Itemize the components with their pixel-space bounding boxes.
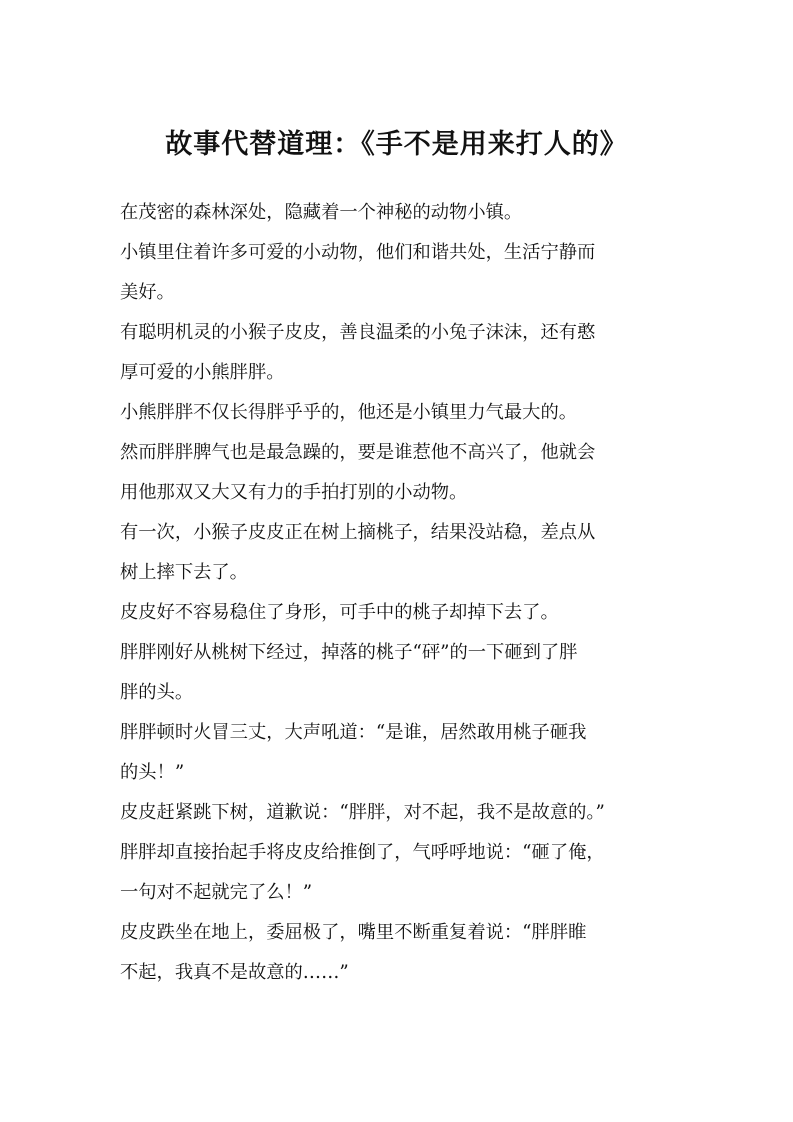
text-line: 皮皮赶紧跳下树，道歉说：“胖胖，对不起，我不是故意的。” <box>120 802 605 823</box>
text-line: 然而胖胖脾气也是最急躁的，要是谁惹他不高兴了，他就会 <box>120 442 596 463</box>
text-line: 树上摔下去了。 <box>120 562 248 583</box>
text-line: 在茂密的森林深处，隐藏着一个神秘的动物小镇。 <box>120 202 523 223</box>
text-line: 胖胖刚好从桃树下经过，掉落的桃子“砰”的一下砸到了胖 <box>120 642 578 663</box>
text-line: 小镇里住着许多可爱的小动物，他们和谐共处，生活宁静而 <box>120 242 596 263</box>
text-line: 皮皮跌坐在地上，委屈极了，嘴里不断重复着说：“胖胖睢 <box>120 922 587 943</box>
text-line: 用他那双又大又有力的手拍打别的小动物。 <box>120 482 468 503</box>
text-line: 胖胖却直接抬起手将皮皮给推倒了，气呼呼地说：“砸了俺， <box>120 842 605 863</box>
text-line: 厚可爱的小熊胖胖。 <box>120 362 285 383</box>
text-line: 有一次，小猴子皮皮正在树上摘桃子，结果没站稳，差点从 <box>120 522 596 543</box>
text-line: 一句对不起就完了么！” <box>120 882 313 903</box>
text-line: 胖的头。 <box>120 682 194 703</box>
text-line: 的头！” <box>120 762 185 783</box>
text-line: 皮皮好不容易稳住了身形，可手中的桃子却掉下去了。 <box>120 602 559 623</box>
text-line: 有聪明机灵的小猴子皮皮，善良温柔的小兔子沫沫，还有憨 <box>120 322 596 343</box>
text-line: 不起，我真不是故意的……” <box>120 962 349 983</box>
text-line: 小熊胖胖不仅长得胖乎乎的，他还是小镇里力气最大的。 <box>120 402 578 423</box>
text-line: 胖胖顿时火冒三丈，大声吼道：“是谁，居然敢用桃子砸我 <box>120 722 587 743</box>
document-body <box>120 193 680 993</box>
document-title: 故事代替道理：《手不是用来打人的》 <box>165 129 628 160</box>
text-line: 美好。 <box>120 282 175 303</box>
